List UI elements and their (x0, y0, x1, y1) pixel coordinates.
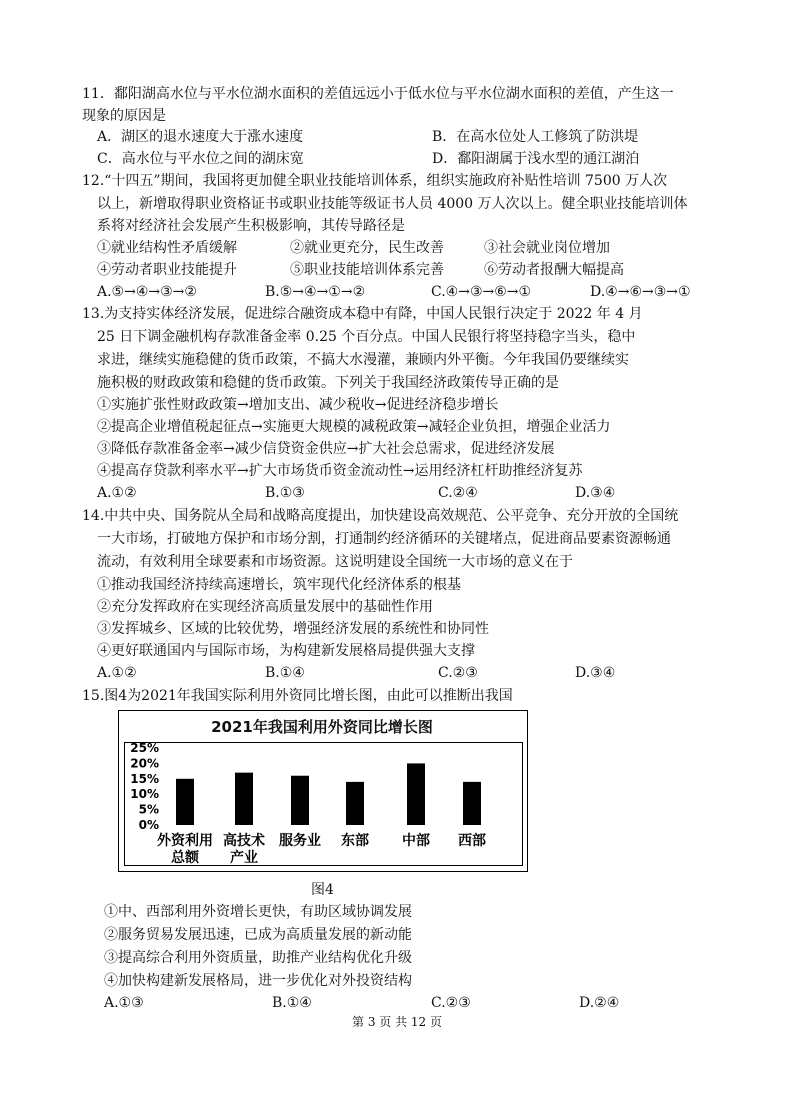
x-category-label: 西部 (458, 833, 486, 849)
y-tick-label: 20% (130, 756, 159, 771)
q14-stem-line3: 流动，有效利用全球要素和市场资源。这说明建设全国统一大市场的意义在于 (97, 554, 573, 570)
q11-option-d: D．鄱阳湖属于浅水型的通江湖泊 (432, 151, 640, 167)
q13-item-2: ②提高企业增值税起征点→实施更大规模的减税政策→减轻企业负担，增强企业活力 (97, 419, 611, 435)
q14-item-4: ④更好联通国内与国际市场，为构建新发展格局提供强大支撑 (97, 643, 475, 659)
q12-option-c: C.④→③→⑥→① (431, 284, 532, 300)
chart-bar (463, 782, 481, 825)
x-category-label: 外资利用 (157, 833, 213, 849)
q13-item-3: ③降低存款准备金率→减少信贷资金供应→扩大社会总需求，促进经济发展 (97, 441, 555, 457)
x-category-label: 高技术 (223, 833, 265, 849)
x-category-label: 服务业 (279, 833, 321, 849)
q12-item-1: ①就业结构性矛盾缓解 (97, 240, 237, 256)
q13-stem-line4: 施积极的财政政策和稳健的货币政策。下列关于我国经济政策传导正确的是 (97, 375, 559, 391)
q15-option-b: B.①④ (272, 995, 312, 1011)
q12-item-5: ⑤职业技能培训体系完善 (290, 262, 444, 278)
q12-item-3: ③社会就业岗位增加 (484, 240, 610, 256)
y-tick-label: 25% (130, 743, 159, 755)
q12-option-a: A.⑤→④→③→② (97, 284, 197, 300)
x-category-label: 产业 (230, 850, 258, 865)
chart-bar (235, 773, 253, 825)
q11-option-b: B．在高水位处人工修筑了防洪堤 (432, 129, 639, 145)
q14-item-1: ①推动我国经济持续高速增长，筑牢现代化经济体系的根基 (97, 577, 461, 593)
q13-stem-line3: 求进，继续实施稳健的货币政策，不搞大水漫灌，兼顾内外平衡。今年我国仍要继续实 (97, 352, 629, 368)
q13-option-b: B.①③ (265, 485, 305, 501)
x-category-label: 东部 (341, 833, 369, 849)
q14-option-a: A.①② (97, 665, 137, 681)
q15-item-1: ①中、西部利用外资增长更快，有助区域协调发展 (104, 904, 412, 920)
chart-bar (176, 779, 194, 825)
chart-bar (291, 776, 309, 825)
q14-item-3: ③发挥城乡、区域的比较优势，增强经济发展的系统性和协同性 (97, 621, 489, 637)
chart-bar (407, 763, 425, 825)
q14-item-2: ②充分发挥政府在实现经济高质量发展中的基础性作用 (97, 599, 433, 615)
q11-stem-line2: 现象的原因是 (82, 108, 166, 124)
q11-option-a: A．湖区的退水速度大于涨水速度 (97, 129, 304, 145)
q14-stem-line1: 14.中共中央、国务院从全局和战略高度提出，加快建设高效规范、公平竞争、充分开放的全国统 (82, 508, 679, 524)
q12-item-6: ⑥劳动者报酬大幅提高 (484, 262, 624, 278)
q15-item-4: ④加快构建新发展格局，进一步优化对外投资结构 (104, 973, 412, 989)
q11-option-c: C．高水位与平水位之间的湖床宽 (97, 151, 304, 167)
page-footer: 第 3 页 共 12 页 (352, 1015, 442, 1029)
x-category-label: 中部 (402, 833, 430, 849)
q15-stem-line1: 15.图4为2021年我国实际利用外资同比增长图，由此可以推断出我国 (82, 688, 513, 704)
q12-item-4: ④劳动者职业技能提升 (97, 262, 237, 278)
q12-item-2: ②就业更充分，民生改善 (290, 240, 444, 256)
q11-stem-line1: 11．鄱阳湖高水位与平水位湖水面积的差值远远小于低水位与平水位湖水面积的差值，产生这一 (82, 86, 674, 102)
q15-item-3: ③提高综合利用外资质量，助推产业结构优化升级 (104, 950, 412, 966)
q13-item-4: ④提高存贷款利率水平→扩大市场货币资金流动性→运用经济杠杆助推经济复苏 (97, 463, 583, 479)
q15-option-c: C.②③ (431, 995, 471, 1011)
q12-option-b: B.⑤→④→①→② (265, 284, 366, 300)
y-tick-label: 15% (130, 771, 159, 786)
x-category-label: 总额 (171, 850, 199, 865)
q13-stem-line1: 13.为支持实体经济发展，促进综合融资成本稳中有降，中国人民银行决定于 2022 年 4 月 (82, 306, 643, 322)
figure-caption: 图4 (311, 882, 334, 898)
q15-option-d: D.②④ (579, 995, 620, 1011)
q14-option-b: B.①④ (265, 665, 305, 681)
q13-stem-line2: 25 日下调金融机构存款准备金率 0.25 个百分点。中国人民银行将坚持稳字当头，稳中 (97, 329, 636, 345)
q14-option-c: C.②③ (438, 665, 478, 681)
q14-option-d: D.③④ (575, 665, 616, 681)
y-tick-label: 5% (138, 802, 159, 817)
q13-option-c: C.②④ (438, 485, 478, 501)
q14-stem-line2: 一大市场，打破地方保护和市场分割，打通制约经济循环的关键堵点，促进商品要素资源畅通 (97, 531, 671, 547)
chart-title: 2021年我国利用外资同比增长图 (211, 718, 433, 736)
q12-option-d: D.④→⑥→③→① (590, 284, 691, 300)
chart-plot-frame (124, 742, 523, 866)
chart-bar (346, 782, 364, 825)
q15-item-2: ②服务贸易发展迅速，已成为高质量发展的新动能 (104, 927, 412, 943)
q13-item-1: ①实施扩张性财政政策→增加支出、减少税收→促进经济稳步增长 (97, 397, 499, 413)
bar-chart (125, 743, 522, 865)
q13-option-a: A.①② (97, 485, 137, 501)
q12-stem-line2: 以上，新增取得职业资格证书或职业技能等级证书人员 4000 万人次以上。健全职业技能培训体 (97, 196, 688, 212)
q15-option-a: A.①③ (104, 995, 144, 1011)
y-tick-label: 0% (138, 818, 159, 832)
y-tick-label: 10% (130, 787, 159, 802)
q12-stem-line3: 系将对经济社会发展产生积极影响，其传导路径是 (97, 218, 405, 234)
q13-option-d: D.③④ (575, 485, 616, 501)
q12-stem-line1: 12.“十四五”期间，我国将更加健全职业技能培训体系，组织实施政府补贴性培训 7500 万人次 (82, 173, 668, 189)
